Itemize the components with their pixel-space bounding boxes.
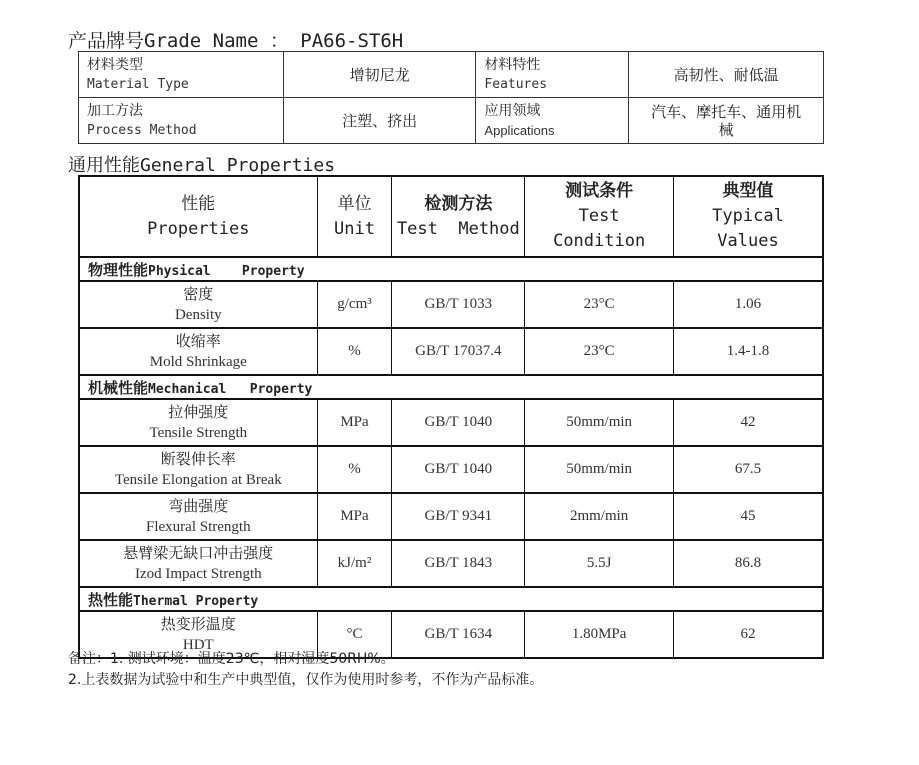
info-row bbox=[79, 98, 824, 144]
section-thermal-en: Thermal Property bbox=[133, 593, 259, 609]
property-value: 86.8 bbox=[673, 540, 823, 587]
section-mechanical-en: Mechanical Property bbox=[148, 381, 313, 397]
property-name bbox=[79, 446, 317, 493]
col-method bbox=[392, 176, 525, 257]
property-condition: 50mm/min bbox=[525, 399, 674, 446]
material-type-zh: 材料类型 bbox=[87, 56, 143, 73]
applications-value-line1: 汽车、摩托车、通用机 bbox=[651, 102, 802, 121]
property-value: 42 bbox=[673, 399, 823, 446]
property-name-zh: 拉伸强度 bbox=[168, 402, 229, 421]
table-row bbox=[79, 446, 823, 493]
col-typical-zh: 典型值 bbox=[722, 181, 774, 201]
property-name-zh: 断裂伸长率 bbox=[160, 449, 236, 468]
material-type-label bbox=[79, 52, 284, 98]
property-name bbox=[79, 493, 317, 540]
general-properties-heading bbox=[68, 151, 335, 177]
property-name-en: Tensile Elongation at Break bbox=[114, 471, 282, 488]
property-name bbox=[79, 399, 317, 446]
table-row bbox=[79, 328, 823, 375]
property-unit: MPa bbox=[317, 399, 392, 446]
table-row bbox=[79, 281, 823, 328]
process-method-en: Process Method bbox=[87, 122, 197, 138]
property-value: 45 bbox=[673, 493, 823, 540]
property-method: GB/T 1634 bbox=[392, 611, 525, 658]
process-method-label bbox=[79, 98, 284, 144]
col-condition-en-2: Condition bbox=[553, 231, 646, 251]
property-unit: % bbox=[317, 328, 392, 375]
col-condition-zh: 测试条件 bbox=[565, 181, 634, 201]
col-unit-zh: 单位 bbox=[337, 193, 372, 214]
general-title-en: General Properties bbox=[140, 155, 336, 176]
col-method-en: Test Method bbox=[396, 218, 520, 239]
features-label bbox=[476, 52, 629, 98]
property-name bbox=[79, 281, 317, 328]
material-type-value: 增韧尼龙 bbox=[283, 52, 476, 98]
property-method: GB/T 17037.4 bbox=[392, 328, 525, 375]
col-condition-en-1: Test bbox=[578, 206, 620, 226]
info-row bbox=[79, 52, 824, 98]
property-unit: kJ/m² bbox=[317, 540, 392, 587]
process-method-value: 注塑、挤出 bbox=[283, 98, 476, 144]
property-value: 67.5 bbox=[673, 446, 823, 493]
grade-label-zh: 产品牌号 bbox=[68, 30, 145, 52]
property-unit: MPa bbox=[317, 493, 392, 540]
property-condition: 1.80MPa bbox=[525, 611, 674, 658]
applications-label bbox=[476, 98, 629, 144]
features-value: 高韧性、耐低温 bbox=[629, 52, 824, 98]
applications-en: Applications bbox=[484, 122, 555, 138]
property-name-zh: 收缩率 bbox=[175, 331, 221, 350]
section-thermal bbox=[79, 587, 823, 611]
property-condition: 50mm/min bbox=[525, 446, 674, 493]
section-mechanical bbox=[79, 375, 823, 399]
section-physical-zh: 物理性能 bbox=[88, 260, 149, 279]
property-name bbox=[79, 328, 317, 375]
property-name-en: Izod Impact Strength bbox=[134, 565, 262, 582]
section-physical-en: Physical Property bbox=[148, 263, 305, 279]
note-line-2: 2.上表数据为试验中和生产中典型值，仅作为使用时参考，不作为产品标准。 bbox=[68, 672, 544, 688]
property-condition: 23°C bbox=[525, 328, 674, 375]
property-value: 62 bbox=[673, 611, 823, 658]
property-condition: 5.5J bbox=[525, 540, 674, 587]
property-name-zh: 密度 bbox=[183, 284, 214, 303]
col-condition bbox=[525, 176, 674, 257]
property-name-zh: 弯曲强度 bbox=[168, 496, 229, 515]
applications-value bbox=[629, 98, 824, 144]
property-value: 1.4-1.8 bbox=[673, 328, 823, 375]
col-properties bbox=[79, 176, 317, 257]
property-name-zh: 热变形温度 bbox=[160, 614, 236, 633]
property-condition: 23°C bbox=[525, 281, 674, 328]
general-title-zh: 通用性能 bbox=[68, 155, 140, 176]
section-physical bbox=[79, 257, 823, 281]
table-row bbox=[79, 493, 823, 540]
col-typical-en-2: Values bbox=[717, 231, 779, 251]
property-method: GB/T 1040 bbox=[392, 399, 525, 446]
features-zh: 材料特性 bbox=[484, 56, 541, 73]
material-info-table bbox=[78, 51, 824, 144]
property-name-en: Mold Shrinkage bbox=[149, 353, 247, 370]
applications-zh: 应用领域 bbox=[484, 102, 541, 119]
table-row bbox=[79, 399, 823, 446]
property-name-en: Tensile Strength bbox=[149, 424, 248, 441]
grade-label-en: Grade Name ： PA66-ST6H bbox=[144, 30, 404, 52]
col-properties-zh: 性能 bbox=[181, 193, 216, 214]
property-name-en: Density bbox=[174, 306, 222, 323]
property-value: 1.06 bbox=[673, 281, 823, 328]
property-condition: 2mm/min bbox=[525, 493, 674, 540]
table-row bbox=[79, 540, 823, 587]
properties-table bbox=[78, 175, 824, 659]
property-method: GB/T 9341 bbox=[392, 493, 525, 540]
note-line-1: 备注：1. 测试环境：温度23℃，相对湿度50RH%。 bbox=[68, 651, 395, 667]
applications-value-line2: 械 bbox=[718, 120, 734, 139]
col-properties-en: Properties bbox=[147, 218, 250, 239]
col-typical bbox=[673, 176, 823, 257]
property-name bbox=[79, 540, 317, 587]
property-name-en: HDT bbox=[182, 636, 214, 653]
features-en: Features bbox=[484, 76, 548, 92]
property-method: GB/T 1843 bbox=[392, 540, 525, 587]
section-mechanical-zh: 机械性能 bbox=[88, 378, 149, 397]
property-method: GB/T 1033 bbox=[392, 281, 525, 328]
col-unit bbox=[317, 176, 392, 257]
property-method: GB/T 1040 bbox=[392, 446, 525, 493]
property-name-zh: 悬臂梁无缺口冲击强度 bbox=[123, 543, 274, 562]
property-unit: % bbox=[317, 446, 392, 493]
material-type-en: Material Type bbox=[87, 76, 189, 92]
property-name-en: Flexural Strength bbox=[146, 518, 251, 535]
process-method-zh: 加工方法 bbox=[87, 102, 143, 119]
property-unit: g/cm³ bbox=[317, 281, 392, 328]
col-typical-en-1: Typical bbox=[712, 206, 784, 226]
header-row bbox=[79, 176, 823, 257]
col-unit-en: Unit bbox=[334, 218, 375, 239]
property-unit: °C bbox=[317, 611, 392, 658]
grade-name-heading bbox=[68, 26, 403, 53]
col-method-zh: 检测方法 bbox=[424, 193, 493, 214]
section-thermal-zh: 热性能 bbox=[88, 590, 134, 609]
